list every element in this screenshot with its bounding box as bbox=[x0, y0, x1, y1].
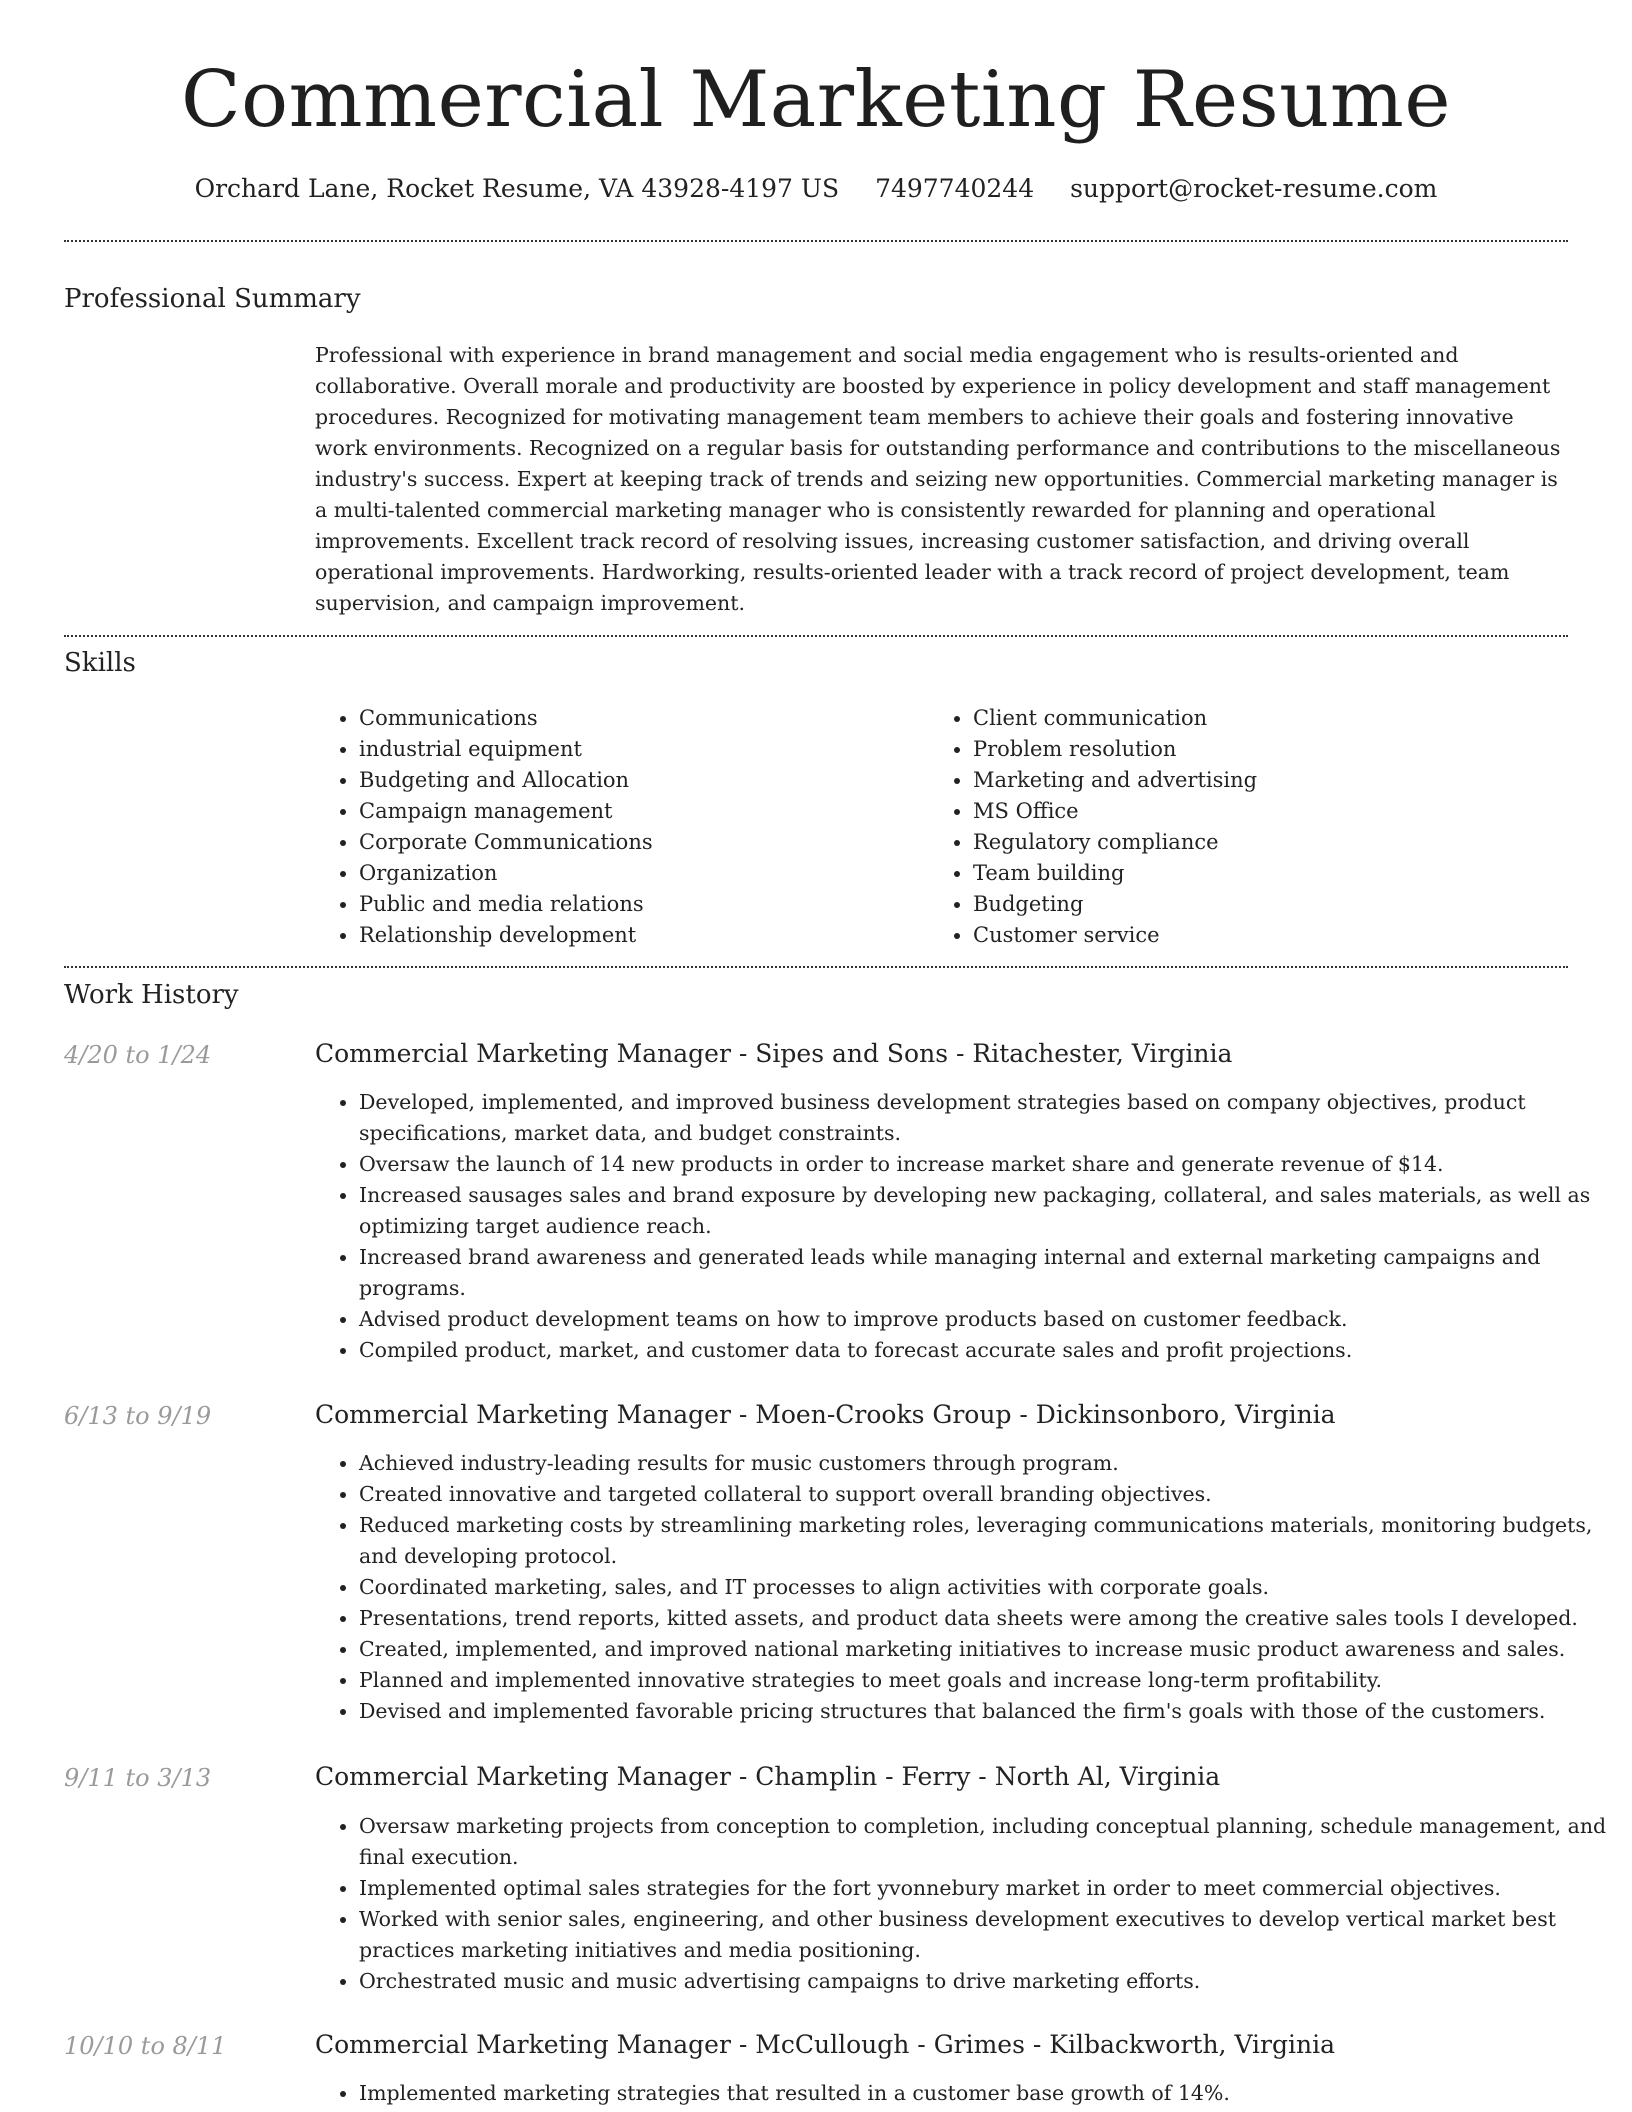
job-bullet: • Created innovative and targeted collateral to support overall branding objectives. bbox=[359, 1479, 1621, 1510]
job-bullet: • Devised and implemented favorable pricing structures that balanced the firm's goals with those of the customers. bbox=[359, 1696, 1621, 1727]
skill-item: • Marketing and advertising bbox=[973, 765, 1533, 796]
job-bullet: • Orchestrated music and music advertising campaigns to drive marketing efforts. bbox=[359, 1966, 1621, 1997]
skill-item: • Team building bbox=[973, 858, 1533, 889]
section-heading-summary: Professional Summary bbox=[64, 284, 361, 314]
job-bullet: • Compiled product, market, and customer data to forecast accurate sales and profit projections. bbox=[359, 1335, 1621, 1366]
job-title: Commercial Marketing Manager - Moen-Crooks Group - Dickinsonboro, Virginia bbox=[315, 1400, 1336, 1429]
job-bullet: • Increased brand awareness and generated leads while managing internal and external marketing campaigns and programs. bbox=[359, 1242, 1621, 1304]
job-dates: 4/20 to 1/24 bbox=[64, 1041, 212, 1069]
skill-item: • Budgeting bbox=[973, 889, 1533, 920]
skill-item: • Regulatory compliance bbox=[973, 827, 1533, 858]
job-bullet: • Advised product development teams on how to improve products based on customer feedback. bbox=[359, 1304, 1621, 1335]
skill-item: • Client communication bbox=[973, 703, 1533, 734]
job-bullet-list bbox=[315, 1811, 1621, 1997]
resume-title: Commercial Marketing Resume bbox=[181, 55, 1451, 145]
skill-item: • Budgeting and Allocation bbox=[359, 765, 919, 796]
job-title: Commercial Marketing Manager - Sipes and Sons - Ritachester, Virginia bbox=[315, 1039, 1233, 1068]
job-title: Commercial Marketing Manager - Champlin - Ferry - North Al, Virginia bbox=[315, 1762, 1221, 1791]
contact-line bbox=[0, 172, 1632, 206]
skills-list-right bbox=[929, 703, 1533, 951]
job-dates: 10/10 to 8/11 bbox=[64, 2032, 227, 2060]
job-bullet: • Implemented optimal sales strategies for the fort yvonnebury market in order to meet commercial objectives. bbox=[359, 1873, 1621, 1904]
job-dates: 9/11 to 3/13 bbox=[64, 1764, 212, 1792]
job-bullet: • Implemented marketing strategies that resulted in a customer base growth of 14%. bbox=[359, 2078, 1621, 2109]
contact-email: support@rocket-resume.com bbox=[1070, 174, 1438, 203]
skill-item: • industrial equipment bbox=[359, 734, 919, 765]
job-bullet: • Developed, implemented, and improved business development strategies based on company objectives, product specifications, market data, and budget constraints. bbox=[359, 1087, 1621, 1149]
job-bullet: • Oversaw the launch of 14 new products in order to increase market share and generate revenue of $14. bbox=[359, 1149, 1621, 1180]
skill-item: • MS Office bbox=[973, 796, 1533, 827]
job-bullet-list bbox=[315, 1087, 1621, 1366]
skill-item: • Communications bbox=[359, 703, 919, 734]
job-bullet: • Planned and implemented innovative strategies to meet goals and increase long-term profitability. bbox=[359, 1665, 1621, 1696]
section-heading-skills: Skills bbox=[64, 648, 136, 678]
job-bullet: • Oversaw marketing projects from conception to completion, including conceptual planning, schedule management, and final execution. bbox=[359, 1811, 1621, 1873]
divider bbox=[64, 635, 1568, 637]
job-bullet: • Worked with senior sales, engineering, and other business development executives to develop vertical market best practices marketing initiatives and media positioning. bbox=[359, 1904, 1621, 1966]
job-bullet-list bbox=[315, 2078, 1621, 2109]
summary-text: Professional with experience in brand management and social media engagement who is results-oriented and collaborative. Overall morale and productivity are boosted by experience in policy development and staff management procedures. Recognized for motivating management team members to achieve their goals and fostering innovative work environments. Recognized on a regular basis for outstanding performance and contributions to the miscellaneous industry's success. Expert at keeping track of trends and seizing new opportunities. Commercial marketing manager is a multi-talented commercial marketing manager who is consistently rewarded for planning and operational improvements. Excellent track record of resolving issues, increasing customer satisfaction, and driving overall operational improvements. Hardworking, results-oriented leader with a track record of project development, team supervision, and campaign improvement. bbox=[315, 343, 1561, 615]
job-bullet-list bbox=[315, 1448, 1621, 1727]
section-heading-work-history: Work History bbox=[64, 980, 239, 1010]
skill-item: • Public and media relations bbox=[359, 889, 919, 920]
skill-item: • Organization bbox=[359, 858, 919, 889]
skill-item: • Customer service bbox=[973, 920, 1533, 951]
skill-item: • Relationship development bbox=[359, 920, 919, 951]
job-dates: 6/13 to 9/19 bbox=[64, 1402, 212, 1430]
skills-list-left bbox=[315, 703, 919, 951]
skill-item: • Corporate Communications bbox=[359, 827, 919, 858]
job-bullet: • Created, implemented, and improved national marketing initiatives to increase music product awareness and sales. bbox=[359, 1634, 1621, 1665]
divider bbox=[64, 240, 1568, 242]
contact-address: Orchard Lane, Rocket Resume, VA 43928-4197 US bbox=[194, 174, 840, 203]
job-bullet: • Coordinated marketing, sales, and IT processes to align activities with corporate goals. bbox=[359, 1572, 1621, 1603]
job-bullet: • Reduced marketing costs by streamlining marketing roles, leveraging communications materials, monitoring budgets, and developing protocol. bbox=[359, 1510, 1621, 1572]
divider bbox=[64, 966, 1568, 968]
skill-item: • Problem resolution bbox=[973, 734, 1533, 765]
contact-phone: 7497740244 bbox=[875, 174, 1035, 203]
job-title: Commercial Marketing Manager - McCullough - Grimes - Kilbackworth, Virginia bbox=[315, 2030, 1336, 2059]
job-bullet: • Achieved industry-leading results for music customers through program. bbox=[359, 1448, 1621, 1479]
job-bullet: • Presentations, trend reports, kitted assets, and product data sheets were among the creative sales tools I developed. bbox=[359, 1603, 1621, 1634]
job-bullet: • Increased sausages sales and brand exposure by developing new packaging, collateral, and sales materials, as well as optimizing target audience reach. bbox=[359, 1180, 1621, 1242]
skill-item: • Campaign management bbox=[359, 796, 919, 827]
